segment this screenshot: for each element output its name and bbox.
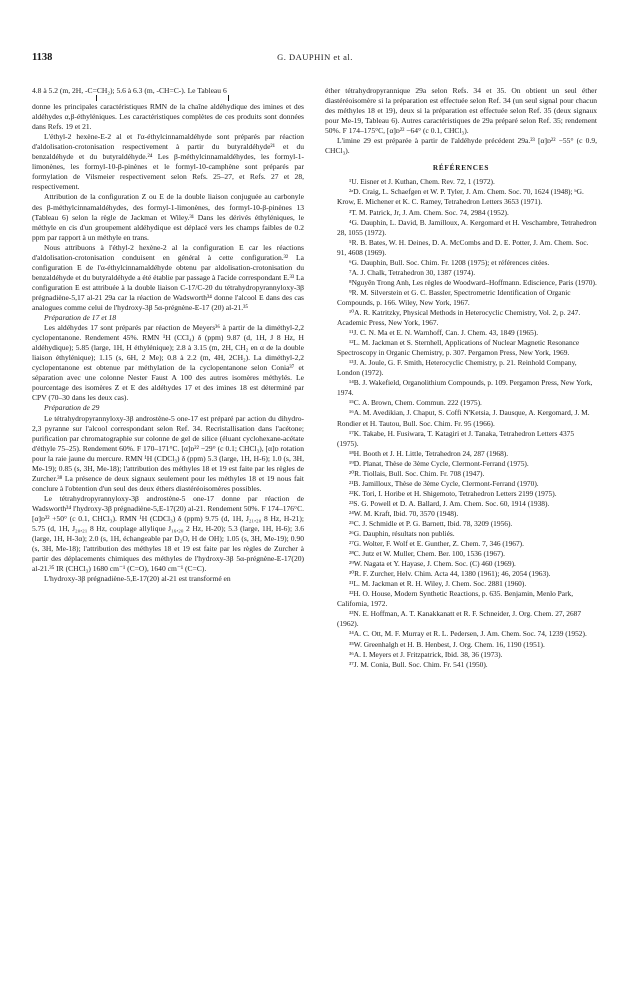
body-paragraph: Nous attribuons à l'éthyl-2 hexène-2 al la configuration E car les réactions d'aldolisation-crotonisation conduisent en général à cette configuration.³² La configuration E de l'α-éthylcinnamaldéhyde obtenu par aldolisation-crotonisation du benzaldéhyde et du butyraldéhyde a été établie par passage à l'acide correspondant E.³³ La configuration E est attribuée à la double liaison C-17/C-20 du tétrahydropyrannyloxy-3β prégnadiène-5,17 al-21 29a car la réaction de Wadsworth³⁴ donne l'alcool E dans des cas analogues comme celui de l'hydroxy-3β 5α-prégnène-E-17 (20) al-21.³⁵ <box>32 242 304 312</box>
reference-list <box>325 177 597 669</box>
reference-entry: ³⁶A. I. Meyers et J. Fritzpatrick, Ibid. 38, 36 (1973). <box>349 649 503 659</box>
reference-entry: ⁷A. J. Chalk, Tetrahedron 30, 1387 (1974). <box>349 267 476 277</box>
reference-entry: ³⁰R. F. Zurcher, Helv. Chim. Acta 44, 1380 (1961); 46, 2054 (1963). <box>349 569 551 579</box>
reference-entry: ¹⁶A. M. Avedikian, J. Chaput, S. Coffi N'Ketsia, J. Dausque, A. Kergomard, J. M. Rondier et H. Tautou, Bull. Soc. Chim. Fr. 95 (1966). <box>337 408 590 428</box>
reference-entry: ³T. M. Patrick, Jr, J. Am. Chem. Soc. 74, 2984 (1952). <box>349 207 509 217</box>
reference-entry: ²⁹W. Nagata et Y. Hayase, J. Chem. Soc. (C) 460 (1969). <box>349 559 516 569</box>
body-paragraph: 4.8 à 5.2 (m, 2H, -C=CH₂); 5.6 à 6.3 (m, -CH=C-). Le Tableau 6 <box>32 86 227 95</box>
body-paragraph: L'hydroxy-3β prégnadiène-5,E-17(20) al-21 est transformé en <box>44 574 231 584</box>
left-column <box>32 86 304 584</box>
reference-entry: ⁹R. M. Silverstein et G. C. Bassler, Spectrometric Identification of Organic Compounds, p. 166. Wiley, New York, 1967. <box>337 287 571 307</box>
body-paragraph: donne les principales caractéristiques RMN de la chaîne aldéhydique des imines et des aldéhydes α,β-éthyléniques. Les caractéristiques complètes de ces produits sont données dans Refs. 19 et 21. <box>32 102 304 132</box>
page-number: 1138 <box>32 52 53 63</box>
body-paragraph: éther tétrahydropyrannique 29a selon Refs. 34 et 35. On obtient un seul éther diastéréoisomère si la préparation est effectuée selon Ref. 34 (un seul signal pour chacun des méthyles 18 et 19), deux si la préparation est effectuée selon Ref. 35 (deux signaux pour Me-19, Tableau 6). Autres caractéristiques de 29a préparé selon Ref. 35; rendement 50%. F 174–175°C, [α]ᴅ²² −64° (c 0.1, CHCl₃). <box>325 86 597 136</box>
reference-entry: ¹U. Eisner et J. Kuthan, Chem. Rev. 72, 1 (1972). <box>349 177 495 187</box>
reference-entry: ³¹L. M. Jackman et R. H. Wiley, J. Chem. Soc. 2881 (1960). <box>349 579 527 589</box>
reference-entry: ¹¹J. C. N. Ma et E. N. Warnhoff, Can. J. Chem. 43, 1849 (1965). <box>349 328 539 338</box>
reference-entry: ²⁰R. Tiollais, Bull. Soc. Chim. Fr. 708 (1947). <box>349 468 485 478</box>
structure-bonds <box>32 96 304 102</box>
bond-mark <box>96 95 97 101</box>
body-paragraph: L'éthyl-2 hexène-E-2 al et l'α-éthylcinnamaldéhyde sont préparés par réaction d'aldolisation-crotonisation respectivement à partir du butyraldéhyde²¹ et du benzaldéhyde et du butyraldéhyde.²⁴ Les β-méthylcinnamaldéhydes, les formyl-1-limonènes, les formyl-10-β-pinènes et le formyl-10-camphène sont préparés par formylation de Vilsmeier respectivement selon Refs. 25–27, et Refs. 27 et 28, respectivement. <box>32 132 304 192</box>
body-paragraph: L'imine 29 est préparée à partir de l'aldéhyde précédent 29a.²³ [α]ᴅ²² −55° (c 0.9, CHCl₃). <box>325 136 597 156</box>
reference-entry: ⁸Nguyên Trong Anh, Les règles de Woodward–Hoffmann. Ediscience, Paris (1970). <box>349 277 597 287</box>
reference-entry: ²⁷G. Wolter, F. Wolf et E. Gunther, Z. Chem. 7, 346 (1967). <box>349 539 524 549</box>
reference-entry: ¹⁰A. R. Katritzky, Physical Methods in Heterocyclic Chemistry, Vol. 2, p. 247. Academic Press, New York, 1967. <box>337 307 581 328</box>
reference-entry: ²⁸C. Jutz et W. Muller, Chem. Ber. 100, 1536 (1967). <box>349 549 505 559</box>
references-heading: RÉFÉRENCES <box>432 164 490 173</box>
reference-entry: ¹³J. A. Joule, G. F. Smith, Heterocyclic Chemistry, p. 21. Reinhold Company, London (1972). <box>337 358 577 378</box>
reference-entry: ²²K. Tori, I. Horibe et H. Shigemoto, Tetrahedron Letters 2199 (1975). <box>349 488 557 498</box>
reference-entry: ³⁴A. C. Ott, M. F. Murray et R. L. Pedersen, J. Am. Chem. Soc. 74, 1239 (1952). <box>349 629 587 639</box>
body-paragraph: Le tétrahydropyrannyloxy-3β androstène-5 one-17 donne par réaction de Wadsworth³⁴ l'hydroxy-3β prégnadiène-5,E-17(20) al-21. Rendement 50%. F 174–176°C. [α]ᴅ²² +50° (c 0.1, CHCl₃). RMN ¹H (CDCl₃) δ (ppm) 9.75 (d, 1H, J₂₁,₂₀ 8 Hz, H-21); 5.75 (d, 1H, J₂₀,₂₁ 8 Hz, couplage allylique J₁₆,₂₀ 2 Hz, H-20); 5.3 (large, 1H, H-6); 3.6 (large, 1H, H-3α); 2.0 (s, 1H, échangeable par D₂O, H de OH); 1.05 (s, 3H, Me-19); 0.90 (s, 3H, Me-18); l'attribution des méthyles 18 et 19 est faite par les règles de Zurcher à partir des déplacements chimiques des méthyles de l'hydroxy-3β 5α-prégnène-E-17(20) al-21.³⁵ IR (CHCl₃) 1680 cm⁻¹ (C=O), 1640 cm⁻¹ (C=C). <box>32 493 304 574</box>
reference-entry: ¹⁴B. J. Wakefield, Organolithium Compounds, p. 109. Pergamon Press, New York, 1974. <box>337 378 593 398</box>
reference-entry: ⁶G. Dauphin, Bull. Soc. Chim. Fr. 1208 (1975); et références citées. <box>349 257 550 267</box>
right-column <box>325 86 597 670</box>
reference-entry: ⁴G. Dauphin, L. David, B. Jamilloux, A. Kergomard et H. Veschambre, Tetrahedron 28, 1055 (1972). <box>337 217 597 237</box>
reference-entry: ¹⁸H. Booth et J. H. Little, Tetrahedron 24, 287 (1968). <box>349 448 509 458</box>
bond-mark <box>228 95 229 101</box>
running-title: G. DAUPHIN et al. <box>277 52 353 62</box>
reference-entry: ²⁴W. M. Kraft, Ibid. 70, 3570 (1948). <box>349 508 459 518</box>
reference-entry: ¹⁷K. Takabe, H. Fusiwara, T. Katagiri et J. Tanaka, Tetrahedron Letters 4375 (1975). <box>337 428 575 448</box>
body-paragraph: Le tétrahydropyrannyloxy-3β androstène-5 one-17 est préparé par action du dihydro-2,3 pyranne sur l'alcool correspondant selon Ref. 34. Recristallisation dans l'acétone; purification par chromatographie sur colonne de gel de silice (éluant cyclohexane-acétate d'éthyle 75–25). Rendement 60%. F 170–171°C. [α]ᴅ²² −29° (c 0.1; CHCl₃), [α]ᴅ rotation pour la raie jaune du mercure. RMN ¹H (CDCl₃) δ (ppm) 5.3 (large, 1H, H-6); 1.0 (s, 3H, Me-19); 0.85 (s, 3H, Me-18); l'attribution des méthyles 18 et 19 est faite par les règles de Zurcher.³⁸ La présence de deux signaux seulement pour les méthyles 18 et 19 nous fait conclure à l'obtention d'un seul des deux éthers diastéréoisomères possibles. <box>32 413 304 493</box>
reference-entry: ²⁵C. J. Schmidle et P. G. Barnett, Ibid. 78, 3209 (1956). <box>349 518 513 528</box>
reference-entry: ³³N. E. Hoffman, A. T. Kanakkanatt et R. F. Schneider, J. Org. Chem. 27, 2687 (1962). <box>337 609 582 629</box>
reference-entry: ²ᵃD. Craig, L. Schaefgen et W. P. Tyler, J. Am. Chem. Soc. 70, 1624 (1948); ᵇG. Krow, E. Michener et K. C. Ramey, Tetrahedron Letters 3653 (1971). <box>337 187 584 207</box>
reference-entry: ⁵R. B. Bates, W. H. Deines, D. A. McCombs and D. E. Potter, J. Am. Chem. Soc. 91, 4608 (1969). <box>337 237 589 257</box>
reference-entry: ³⁷J. M. Conia, Bull. Soc. Chim. Fr. 541 (1950). <box>349 659 488 669</box>
section-heading: Préparation de 29 <box>44 403 100 413</box>
reference-entry: ³²H. O. House, Modern Synthetic Reactions, p. 635. Benjamin, Menlo Park, California, 1972. <box>337 589 574 609</box>
section-heading: Préparation de 17 et 18 <box>44 313 117 323</box>
page-header <box>32 52 598 66</box>
body-paragraph: Les aldéhydes 17 sont préparés par réaction de Meyers³⁶ à partir de la diméthyl-2,2 cyclopentanone. Rendement 45%. RMN ¹H (CCl₄) δ (ppm) 9.87 (d, 1H, J 8 Hz, H aldéhydique); 5.85 (large, 1H, H éthylénique); 2.8 à 3.15 (m, 2H, CH₂ en α de la double liaison éthylénique); 1.15 (s, 6H, 2 Me); 0.8 à 2.2 (m, 4H, 2CH₂). La diméthyl-2,2 cyclopentanone est obtenue par méthylation de la cyclopentanone selon Conia³⁷ et séparation avec une colonne Nester Faust A 100 des autres isomères méthylés. Le pourcentage des isomères Z et E des aldéhydes 17 et des imines 18 est déterminé par CPV (70–30 dans les deux cas). <box>32 323 304 403</box>
reference-entry: ¹²L. M. Jackman et S. Sternhell, Applications of Nuclear Magnetic Resonance Spectroscopy in Organic Chemistry, p. 307. Pergamon Press, New York, 1969. <box>337 338 580 358</box>
reference-entry: ²⁶G. Dauphin, résultats non publiés. <box>349 529 455 539</box>
reference-entry: ¹⁵C. A. Brown, Chem. Commun. 222 (1975). <box>349 398 482 408</box>
body-paragraph: Attribution de la configuration Z ou E de la double liaison conjuguée au carbonyle des β-méthylcinnamaldéhydes, des formyl-1-limonènes, des formyl-10-β-pinènes 13 (Tableau 6) selon la règle de Jackman et Wiley.³¹ Dans les dérivés éthyléniques, le méthyle en cis d'un groupement aldéhydique est déplacé vers les champs faibles de 0.2 ppm par rapport à un méthyle en trans. <box>32 192 304 242</box>
reference-entry: ³⁵W. Greenhalgh et H. B. Henbest, J. Org. Chem. 16, 1190 (1951). <box>349 639 545 649</box>
reference-entry: ²³S. G. Powell et D. A. Ballard, J. Am. Chem. Soc. 60, 1914 (1938). <box>349 498 550 508</box>
reference-entry: ²¹B. Jamilloux, Thèse de 3ème Cycle, Clermont-Ferrand (1970). <box>349 478 539 488</box>
reference-entry: ¹⁹D. Planat, Thèse de 3ème Cycle, Clermont-Ferrand (1975). <box>349 458 529 468</box>
